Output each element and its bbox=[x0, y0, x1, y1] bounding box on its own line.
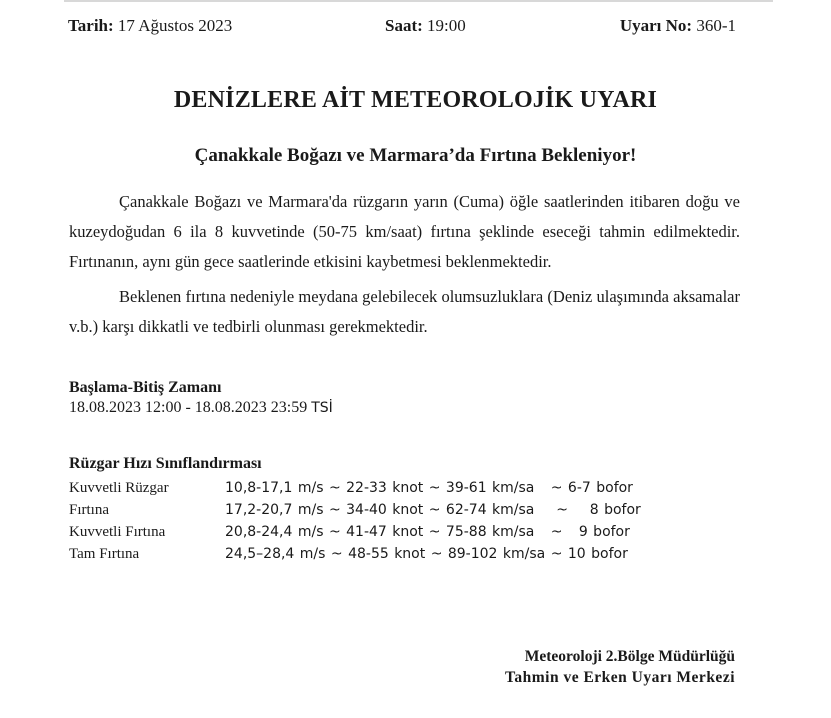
timing-range-value: 18.08.2023 12:00 - 18.08.2023 23:59 bbox=[69, 399, 308, 416]
wind-class-name: Kuvvetli Fırtına bbox=[69, 524, 166, 540]
wind-classification-heading: Rüzgar Hızı Sınıflandırması bbox=[69, 455, 262, 472]
warning-number-value: 360-1 bbox=[696, 16, 736, 35]
timing-range bbox=[69, 399, 333, 417]
warning-number-label: Uyarı No: bbox=[619, 16, 693, 35]
timing-heading: Başlama-Bitiş Zamanı bbox=[69, 379, 222, 396]
header-date bbox=[68, 16, 232, 36]
wind-class-name: Kuvvetli Rüzgar bbox=[69, 480, 169, 496]
wind-class-values: 10,8-17,1 m/s ~ 22-33 knot ~ 39-61 km/sa ~ 6-7 bofor bbox=[225, 480, 633, 496]
header-warning-number bbox=[620, 16, 736, 36]
wind-class-values: 24,5–28,4 m/s ~ 48-55 knot ~ 89-102 km/sa ~ 10 bofor bbox=[225, 546, 628, 562]
time-label: Saat: bbox=[385, 16, 423, 35]
timing-zone: TSİ bbox=[311, 400, 333, 416]
footer-center-name: Tahmin ve Erken Uyarı Merkezi bbox=[504, 669, 735, 686]
date-value: 17 Ağustos 2023 bbox=[117, 16, 233, 35]
wind-class-name: Tam Fırtına bbox=[69, 546, 140, 562]
body-paragraph-2: Beklenen fırtına nedeniyle meydana gelebilecek olumsuzluklara (Deniz ulaşımında aksamalar v.b.) karşı dikkatli ve tedbirli olunması gerekmektedir. bbox=[69, 287, 740, 336]
top-border-line bbox=[64, 0, 773, 2]
document-subtitle: Çanakkale Boğazı ve Marmara’da Fırtına Bekleniyor! bbox=[194, 145, 637, 166]
wind-class-name: Fırtına bbox=[69, 502, 109, 518]
body-paragraph-1: Çanakkale Boğazı ve Marmara'da rüzgarın yarın (Cuma) öğle saatlerinden itibaren doğu ve kuzeydoğudan 6 ila 8 kuvvetinde (50-75 km/saat) fırtına şeklinde eseceği tahmin edilmektedir. Fırtınanın, aynı gün gece saatlerinde etkisini kaybetmesi beklenmektedir. bbox=[69, 192, 740, 271]
wind-class-values: 20,8-24,4 m/s ~ 41-47 knot ~ 75-88 km/sa ~ 9 bofor bbox=[225, 524, 630, 540]
footer-office-name: Meteoroloji 2.Bölge Müdürlüğü bbox=[524, 648, 735, 665]
time-value: 19:00 bbox=[427, 16, 466, 35]
date-label: Tarih: bbox=[68, 16, 114, 35]
wind-class-values: 17,2-20,7 m/s ~ 34-40 knot ~ 62-74 km/sa ~ 8 bofor bbox=[225, 502, 641, 518]
document-title: DENİZLERE AİT METEOROLOJİK UYARI bbox=[173, 87, 658, 113]
header-time bbox=[385, 16, 466, 36]
